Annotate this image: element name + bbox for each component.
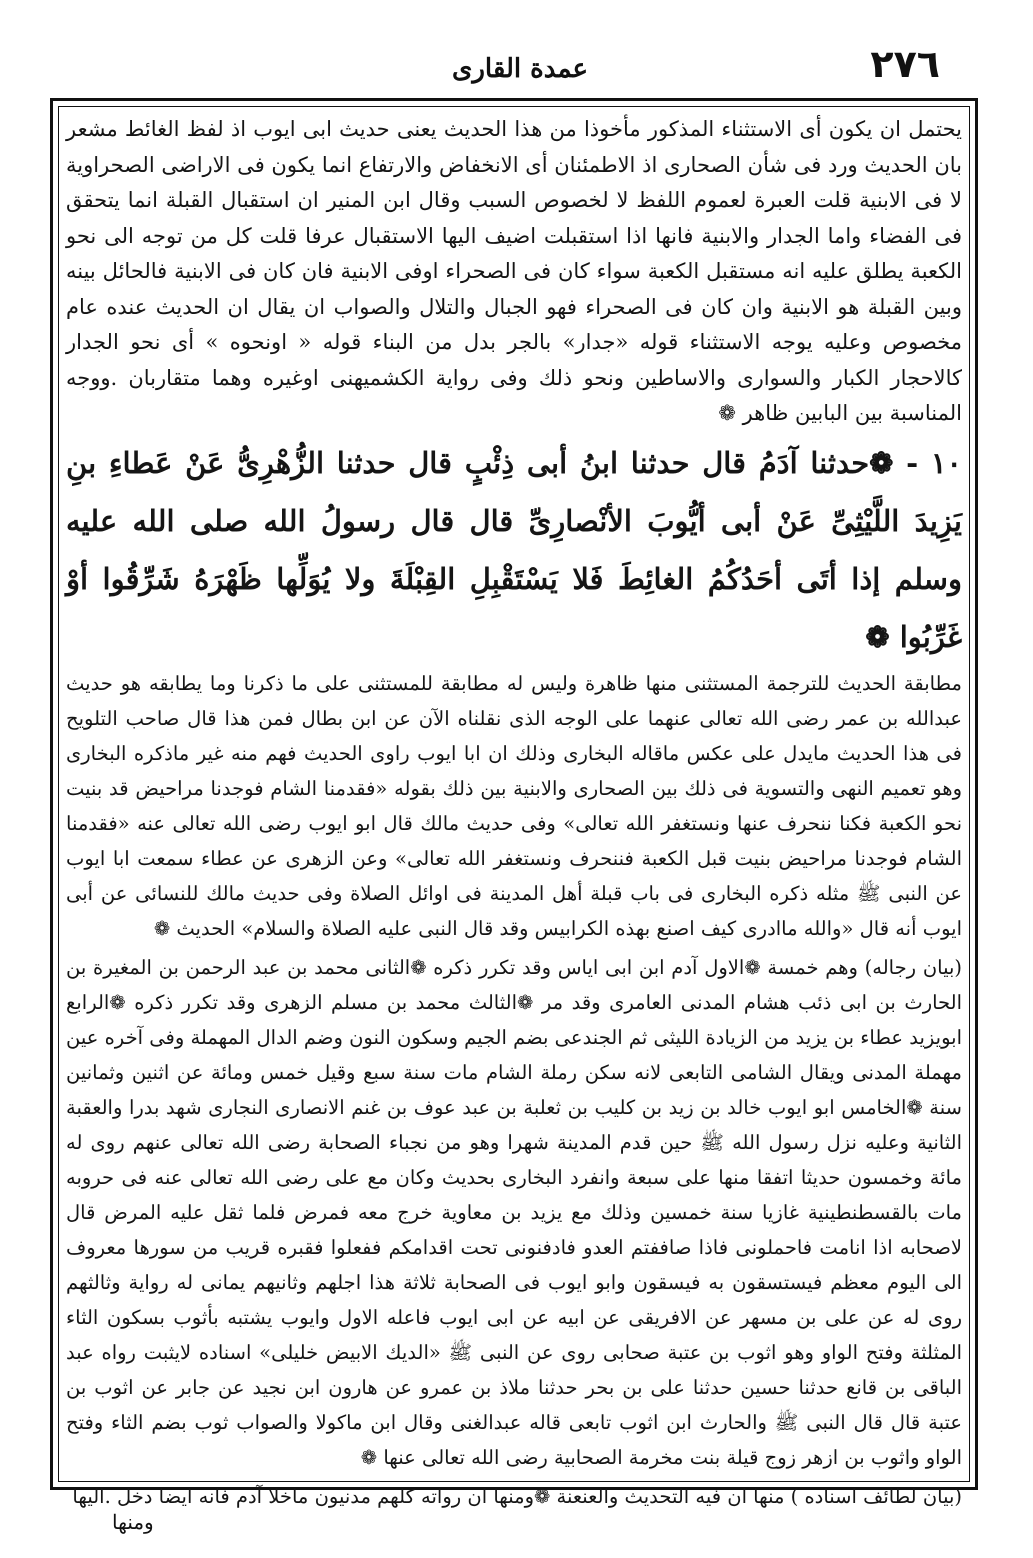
book-title: عمدة القارى xyxy=(452,54,588,84)
page-number: ٢٧٦ xyxy=(870,42,940,86)
main-text xyxy=(66,112,962,1514)
chain-subtleties-line: (بيان لطائف اسناده ) منها ان فيه التحديث والعنعنة ❁ومنها ان رواته كلهم مدنيون ماخلا آدم فانه ايضا دخل .اليها xyxy=(72,1484,962,1508)
page-header xyxy=(40,40,990,92)
narrators-paragraph: (بيان رجاله) وهم خمسة ❁الاول آدم ابن ابى اياس وقد تكرر ذكره ❁الثانى محمد بن عبد الرحمن بن المغيرة بن الحارث بن ابى ذئب هشام المدنى العامرى وقد مر ❁الثالث محمد بن مسلم الزهرى وقد تكرر ذكره ❁الرابع ابويزيد عطاء بن يزيد من الزيادة الليثى ثم الجندعى بضم الجيم وسكون النون وضم الدال المهملة وفى آخره عين مهملة المدنى ويقال الشامى التابعى لانه سكن رملة الشام مات سنة سبع وقيل خمس ومائة عن اثنين وثمانين سنة ❁الخامس ابو ايوب خالد بن زيد بن كليب بن ثعلبة بن عبد عوف بن غنم الانصارى النجارى شهد بدرا والعقبة الثانية وعليه نزل رسول الله ﷺ حين قدم المدينة شهرا وهو من نجباء الصحابة رضى الله تعالى عنهم روى له مائة وخمسون حديثا اتفقا منها على سبعة وانفرد البخارى بحديث وكان مع على رضى الله تعالى عنه فى حروبه مات بالقسطنطينية غازيا سنة خمسين وذلك مع يزيد بن معاوية خرج معه فمرض فلما ثقل عليه المرض قال لاصحابه اذا انامت فاحملونى فاذا صاففتم العدو فادفنونى تحت اقدامكم ففعلوا فقبره قريب من سورها معروف الى اليوم معظم فيستسقون به فيسقون وابو ايوب فى الصحابة ثلاثة هذا اجلهم وثانيهم يمانى له رواية وثالثهم روى له عن على بن مسهر عن الافريقى عن ابيه عن ابى ايوب فاعله الاول وايوب يشتبه بأثوب بسكون الثاء المثلثة وفتح الواو وهو اثوب بن عتبة صحابى روى عن النبى ﷺ «الديك الابيض خليلى» اسناده لايثبت رواه عبد الباقى بن قانع حدثنا حسين حدثنا على بن بحر حدثنا ملاذ بن عمرو عن هارون ابن نجيد عن جابر عن اثوب بن عتبة قال قال النبى ﷺ والحارث ابن اثوب تابعى قاله عبدالغنى وقال ابن ماكولا والصواب ثوب بضم الثاء وفتح الواو واثوب بن ازهر زوج قيلة بنت مخرمة الصحابية رضى الله تعالى عنها ❁ xyxy=(66,955,962,1469)
hadith-text: ١٠ - ❁حدثنا آدَمُ قال حدثنا ابنُ أبى ذِئْبٍ قال حدثنا الزُّهْرِىُّ عَنْ عَطاءِ بنِ يَزِيدَ اللَّيْثِىِّ عَنْ أبى أيُّوبَ الأنْصارِىِّ قال قال رسولُ الله صلى الله عليه وسلم إذا أتَى أحَدُكُمُ الغائِطَ فَلا يَسْتَقْبِلِ القِبْلَةَ ولا يُوَلِّها ظَهْرَهُ شَرِّقُوا أوْ غَرِّبُوا ❁ xyxy=(66,445,962,654)
commentary-paragraph: مطابقة الحديث للترجمة المستثنى منها ظاهرة وليس له مطابقة للمستثنى على ما ذكرنا وما يطابقه هو حديث عبدالله بن عمر رضى الله تعالى عنهما على الوجه الذى نقلناه الآن عن ابن بطال فمن هذا قال صاحب التلويح فى هذا الحديث مايدل على عكس ماقاله البخارى وذلك ان ابا ايوب راوى الحديث فهم منه غير ماذكره البخارى وهو تعميم النهى والتسوية فى ذلك بين الصحارى والابنية بين ذلك بقوله «فقدمنا الشام فوجدنا مراحيض قد بنيت نحو الكعبة فكنا ننحرف عنها ونستغفر الله تعالى» وفى حديث مالك قال ابو ايوب رضى الله تعالى عنه «فقدمنا الشام فوجدنا مراحيض بنيت قبل الكعبة فننحرف ونستغفر الله تعالى» وعن الزهرى عن عطاء سمعت ابا ايوب عن النبى ﷺ مثله ذكره البخارى فى باب قبلة أهل المدينة فى اوائل الصلاة وفى حديث مالك للنسائى عن أبى ايوب أنه قال «والله ماادرى كيف اصنع بهذه الكرابيس وقد قال النبى عليه الصلاة والسلام» الحديث ❁ xyxy=(66,671,962,940)
intro-paragraph: يحتمل ان يكون أى الاستثناء المذكور مأخوذا من هذا الحديث يعنى حديث ابى ايوب اذ لفظ الغائط مشعر بان الحديث ورد فى شأن الصحارى اذ الاطمئنان أى الانخفاض والارتفاع انما يكون فى الاراضى الصحراوية لا فى الابنية قلت العبرة لعموم اللفظ لا لخصوص السبب وقال ابن المنير ان استقبال القبلة انما يتحقق فى الفضاء واما الجدار والابنية فانها اذا استقبلت اضيف اليها الاستقبال عرفا قلت كل من توجه الى نحو الكعبة يطلق عليه انه مستقبل الكعبة سواء كان فى الصحراء اوفى الابنية فان كان فى الابنية فالحائل بينه وبين القبلة هو الابنية وان كان فى الصحراء فهو الجبال والتلال والصواب ان يقال ان الحديث عنده عام مخصوص وعليه يوجه الاستثناء قوله «جدار» بالجر بدل من البناء قوله « اونحوه » أى نحو الجدار كالاحجار الكبار والسوارى والاساطين ونحو ذلك وفى رواية الكشميهنى اوغيره وهما متقاربان .ووجه المناسبة بين البابين ظاهر ❁ xyxy=(66,117,962,425)
catchword: ومنها xyxy=(112,1510,154,1534)
